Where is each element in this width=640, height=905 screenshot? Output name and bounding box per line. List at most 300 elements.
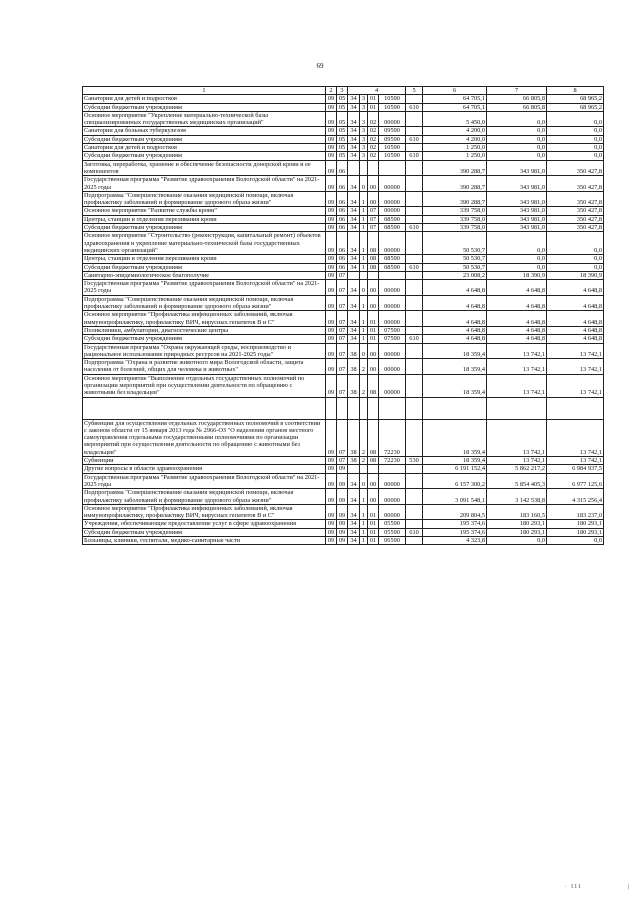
row-name-cell: Учреждения, обеспечивающие предоставление услуг в сфере здравоохранения	[83, 520, 326, 528]
row-name-cell: Субсидии бюджетным учреждениям	[83, 135, 326, 143]
amount-col8-cell: 0,0	[547, 127, 604, 135]
amount-col6-cell: 209 804,5	[423, 504, 487, 520]
table-row	[83, 232, 604, 255]
amount-col6-cell: 18 359,4	[423, 457, 487, 465]
amount-col6-cell: 390 288,7	[423, 191, 487, 207]
amount-col8-cell: 13 742,1	[547, 419, 604, 456]
row-name-cell: Субсидии бюджетным учреждениям	[83, 263, 326, 271]
subsection-code-cell: 05	[337, 127, 348, 135]
activity-code-cell: 01	[368, 520, 379, 528]
activity-code-cell: 01	[368, 504, 379, 520]
section-code-cell: 09	[326, 457, 337, 465]
subprogram-code-cell: 1	[360, 504, 368, 520]
activity-code-cell	[368, 160, 379, 176]
subprogram-code-cell: 2	[360, 457, 368, 465]
section-code-cell: 09	[326, 144, 337, 152]
subsection-code-cell: 05	[337, 135, 348, 143]
amount-col8-cell: 350 427,8	[547, 176, 604, 192]
program-code-cell: 34	[348, 127, 360, 135]
column-header: 4	[348, 87, 406, 95]
subprogram-code-cell: 1	[360, 224, 368, 232]
direction-code-cell: 10590	[379, 103, 406, 111]
amount-col8-cell: 350 427,8	[547, 224, 604, 232]
direction-code-cell: 00000	[379, 473, 406, 489]
table-row	[83, 311, 604, 327]
section-code-cell: 09	[326, 465, 337, 473]
subprogram-code-cell: 2	[360, 419, 368, 456]
activity-code-cell: 08	[368, 255, 379, 263]
amount-col6-cell: 4 648,8	[423, 280, 487, 296]
amount-col7-cell: 0,0	[487, 135, 547, 143]
expense-type-cell	[406, 280, 423, 296]
section-code-cell: 09	[326, 152, 337, 160]
section-code-cell: 09	[326, 537, 337, 545]
section-code-cell: 09	[326, 95, 337, 103]
section-code-cell: 09	[326, 160, 337, 176]
direction-code-cell: 72230	[379, 419, 406, 456]
amount-col7-cell: 0,0	[487, 111, 547, 127]
table-row	[83, 95, 604, 103]
subsection-code-cell: 07	[337, 311, 348, 327]
amount-col8-cell: 350 427,8	[547, 207, 604, 215]
subprogram-code-cell: 3	[360, 111, 368, 127]
amount-col8-cell: 183 237,0	[547, 504, 604, 520]
row-name-cell: Основное мероприятие "Строительство (реконструкция, капитальный ремонт) объектов здравоохранения и укрепление материально-технической базы государственных медицинских организаций"	[83, 232, 326, 255]
subprogram-code-cell: 1	[360, 295, 368, 311]
subsection-code-cell: 07	[337, 295, 348, 311]
amount-col8-cell: 0,0	[547, 255, 604, 263]
amount-col8-cell: 4 648,8	[547, 311, 604, 327]
subsection-code-cell: 06	[337, 207, 348, 215]
activity-code-cell: 00	[368, 191, 379, 207]
activity-code-cell: 08	[368, 374, 379, 397]
section-code-cell: 09	[326, 263, 337, 271]
amount-col8-cell: 180 293,1	[547, 520, 604, 528]
section-code-cell: 09	[326, 207, 337, 215]
amount-col6-cell: 4 648,8	[423, 311, 487, 327]
row-name-cell: Субсидии бюджетным учреждениям	[83, 224, 326, 232]
section-code-cell: 09	[326, 359, 337, 375]
table-row	[83, 528, 604, 536]
program-code-cell: 34	[348, 520, 360, 528]
expense-type-cell: 610	[406, 263, 423, 271]
row-name-cell: Основное мероприятие "Профилактика инфекционных заболеваний, включая иммунопрофилактику, профилактику ВИЧ, вирусных гепатитов В и С"	[83, 504, 326, 520]
direction-code-cell: 05590	[379, 520, 406, 528]
table-row	[83, 335, 604, 343]
amount-col6-cell: 3 091 548,1	[423, 489, 487, 505]
spacer-cell	[326, 397, 337, 419]
section-code-cell: 09	[326, 311, 337, 327]
amount-col8-cell: 0,0	[547, 263, 604, 271]
subsection-code-cell: 07	[337, 280, 348, 296]
subsection-code-cell: 05	[337, 95, 348, 103]
spacer-cell	[547, 397, 604, 419]
subprogram-code-cell: 3	[360, 152, 368, 160]
table-row	[83, 152, 604, 160]
activity-code-cell: 02	[368, 152, 379, 160]
amount-col7-cell: 180 293,1	[487, 520, 547, 528]
amount-col7-cell: 0,0	[487, 152, 547, 160]
row-name-cell: Поликлиники, амбулатории, диагностические центры	[83, 326, 326, 334]
corner-mark: |	[628, 884, 630, 890]
table-row	[83, 135, 604, 143]
expense-type-cell	[406, 489, 423, 505]
expense-type-cell: 610	[406, 528, 423, 536]
section-code-cell: 09	[326, 271, 337, 279]
activity-code-cell: 08	[368, 263, 379, 271]
amount-col7-cell: 183 160,5	[487, 504, 547, 520]
program-code-cell: 34	[348, 95, 360, 103]
amount-col8-cell: 4 648,8	[547, 326, 604, 334]
activity-code-cell: 02	[368, 127, 379, 135]
direction-code-cell: 00000	[379, 504, 406, 520]
section-code-cell: 09	[326, 343, 337, 359]
subsection-code-cell: 09	[337, 489, 348, 505]
direction-code-cell: 08590	[379, 224, 406, 232]
amount-col7-cell: 4 648,8	[487, 295, 547, 311]
subprogram-code-cell: 2	[360, 374, 368, 397]
subprogram-code-cell: 1	[360, 537, 368, 545]
subprogram-code-cell: 1	[360, 207, 368, 215]
amount-col7-cell: 5 862 217,2	[487, 465, 547, 473]
table-row	[83, 343, 604, 359]
subsection-code-cell: 06	[337, 160, 348, 176]
direction-code-cell: 00000	[379, 374, 406, 397]
expense-type-cell	[406, 504, 423, 520]
section-code-cell: 09	[326, 103, 337, 111]
subsection-code-cell: 07	[337, 271, 348, 279]
direction-code-cell: 00000	[379, 111, 406, 127]
amount-col8-cell: 180 293,1	[547, 528, 604, 536]
direction-code-cell: 00000	[379, 207, 406, 215]
expense-type-cell	[406, 127, 423, 135]
row-name-cell: Субсидии бюджетным учреждениям	[83, 103, 326, 111]
section-code-cell: 09	[326, 473, 337, 489]
row-name-cell: Заготовка, переработка, хранение и обеспечение безопасности донорской крови и ее компонентов	[83, 160, 326, 176]
table-row	[83, 191, 604, 207]
direction-code-cell: 07590	[379, 335, 406, 343]
section-code-cell: 09	[326, 224, 337, 232]
expense-type-cell: 530	[406, 457, 423, 465]
amount-col7-cell: 4 648,8	[487, 335, 547, 343]
program-code-cell: 34	[348, 232, 360, 255]
table-row	[83, 537, 604, 545]
spacer-cell	[423, 397, 487, 419]
table-row	[83, 215, 604, 223]
section-code-cell: 09	[326, 374, 337, 397]
table-row	[83, 295, 604, 311]
subsection-code-cell: 06	[337, 176, 348, 192]
table-row	[83, 457, 604, 465]
footer-mark: · 111	[565, 884, 583, 890]
table-body	[83, 95, 604, 545]
amount-col8-cell: 0,0	[547, 537, 604, 545]
subsection-code-cell: 07	[337, 326, 348, 334]
section-code-cell: 09	[326, 504, 337, 520]
subsection-code-cell: 07	[337, 457, 348, 465]
table-row	[83, 271, 604, 279]
section-code-cell: 09	[326, 232, 337, 255]
expense-type-cell	[406, 215, 423, 223]
expense-type-cell	[406, 419, 423, 456]
program-code-cell: 34	[348, 280, 360, 296]
amount-col7-cell: 13 742,1	[487, 359, 547, 375]
activity-code-cell	[368, 465, 379, 473]
activity-code-cell: 02	[368, 135, 379, 143]
subprogram-code-cell: 0	[360, 176, 368, 192]
row-name-cell: Субвенции для осуществления отдельных государственных полномочий в соответствии с законом области от 15 января 2013 года № 2966-ОЗ "О наделении органов местного самоуправления отдельными государственными полномочиями по организации мероприятий при осуществлении деятельности по обращению с животными без владельцев"	[83, 419, 326, 456]
table-row	[83, 103, 604, 111]
amount-col6-cell: 64 705,1	[423, 95, 487, 103]
program-code-cell: 34	[348, 111, 360, 127]
activity-code-cell: 00	[368, 359, 379, 375]
amount-col7-cell: 4 648,8	[487, 311, 547, 327]
amount-col7-cell: 3 142 538,8	[487, 489, 547, 505]
program-code-cell: 34	[348, 335, 360, 343]
activity-code-cell: 00	[368, 295, 379, 311]
subprogram-code-cell: 1	[360, 311, 368, 327]
expense-type-cell	[406, 326, 423, 334]
expense-type-cell	[406, 311, 423, 327]
amount-col6-cell: 64 705,1	[423, 103, 487, 111]
table-row	[83, 280, 604, 296]
amount-col7-cell: 18 390,9	[487, 271, 547, 279]
amount-col7-cell: 5 854 405,3	[487, 473, 547, 489]
subsection-code-cell: 05	[337, 144, 348, 152]
subprogram-code-cell: 3	[360, 103, 368, 111]
subsection-code-cell: 09	[337, 537, 348, 545]
amount-col8-cell: 0,0	[547, 111, 604, 127]
direction-code-cell: 09590	[379, 135, 406, 143]
subprogram-code-cell: 1	[360, 232, 368, 255]
table-row	[83, 374, 604, 397]
table-row	[83, 127, 604, 135]
row-name-cell: Основное мероприятие "Профилактика инфекционных заболеваний, включая иммунопрофилактику, профилактику ВИЧ, вирусных гепатитов В и С"	[83, 311, 326, 327]
row-name-cell: Центры, станции и отделения переливания крови	[83, 215, 326, 223]
activity-code-cell	[368, 271, 379, 279]
expense-type-cell	[406, 255, 423, 263]
program-code-cell: 34	[348, 215, 360, 223]
budget-table	[82, 86, 604, 545]
expense-type-cell	[406, 465, 423, 473]
direction-code-cell: 08590	[379, 255, 406, 263]
section-code-cell: 09	[326, 326, 337, 334]
program-code-cell: 34	[348, 504, 360, 520]
row-name-cell: Подпрограмма "Совершенствование оказания медицинской помощи, включая профилактику заболеваний и формирование здорового образа жизни"	[83, 191, 326, 207]
activity-code-cell: 01	[368, 528, 379, 536]
row-name-cell: Основное мероприятие "Выполнение отдельных государственных полномочий по организации мероприятий при осуществлении деятельности по обращению с животными без владельцев"	[83, 374, 326, 397]
amount-col6-cell: 4 200,0	[423, 135, 487, 143]
program-code-cell: 34	[348, 152, 360, 160]
section-code-cell: 09	[326, 489, 337, 505]
amount-col6-cell: 4 323,8	[423, 537, 487, 545]
subsection-code-cell: 09	[337, 520, 348, 528]
direction-code-cell: 00000	[379, 311, 406, 327]
subsection-code-cell: 07	[337, 419, 348, 456]
table-row	[83, 224, 604, 232]
subprogram-code-cell: 3	[360, 144, 368, 152]
subsection-code-cell: 05	[337, 111, 348, 127]
activity-code-cell: 00	[368, 343, 379, 359]
amount-col7-cell: 0,0	[487, 263, 547, 271]
subprogram-code-cell: 1	[360, 255, 368, 263]
direction-code-cell: 00000	[379, 176, 406, 192]
subsection-code-cell: 09	[337, 504, 348, 520]
row-name-cell: Основное мероприятие "Укрепление материально-технической базы специализированных государственных медицинских организаций"	[83, 111, 326, 127]
subsection-code-cell: 07	[337, 359, 348, 375]
table-row	[83, 111, 604, 127]
activity-code-cell: 07	[368, 215, 379, 223]
amount-col6-cell: 4 648,8	[423, 295, 487, 311]
activity-code-cell: 02	[368, 144, 379, 152]
table-row	[83, 207, 604, 215]
row-name-cell: Субвенции	[83, 457, 326, 465]
expense-type-cell: 610	[406, 224, 423, 232]
program-code-cell: 34	[348, 144, 360, 152]
expense-type-cell: 610	[406, 103, 423, 111]
amount-col7-cell: 343 981,0	[487, 207, 547, 215]
amount-col7-cell: 343 981,0	[487, 176, 547, 192]
activity-code-cell: 00	[368, 176, 379, 192]
amount-col6-cell: 4 200,0	[423, 127, 487, 135]
amount-col6-cell: 1 250,0	[423, 152, 487, 160]
program-code-cell: 34	[348, 255, 360, 263]
subsection-code-cell: 06	[337, 191, 348, 207]
table-row	[83, 465, 604, 473]
amount-col7-cell: 4 648,8	[487, 326, 547, 334]
expense-type-cell: 610	[406, 335, 423, 343]
subsection-code-cell: 07	[337, 374, 348, 397]
subprogram-code-cell: 2	[360, 359, 368, 375]
spacer-cell	[487, 397, 547, 419]
activity-code-cell: 01	[368, 335, 379, 343]
amount-col7-cell: 13 742,1	[487, 374, 547, 397]
subprogram-code-cell: 3	[360, 95, 368, 103]
spacer-cell	[406, 397, 423, 419]
row-name-cell: Субсидии бюджетным учреждениям	[83, 528, 326, 536]
direction-code-cell: 10590	[379, 144, 406, 152]
table-row	[83, 473, 604, 489]
program-code-cell: 34	[348, 473, 360, 489]
amount-col7-cell: 343 981,0	[487, 224, 547, 232]
amount-col7-cell: 13 742,1	[487, 419, 547, 456]
expense-type-cell	[406, 537, 423, 545]
column-header: 3	[337, 87, 348, 95]
direction-code-cell: 07590	[379, 326, 406, 334]
amount-col7-cell: 13 742,1	[487, 343, 547, 359]
program-code-cell: 34	[348, 224, 360, 232]
row-name-cell: Государственная программа "Охрана окружающей среды, воспроизводство и рациональное использование природных ресурсов на 2021-2025 годы"	[83, 343, 326, 359]
row-name-cell: Санатории для больных туберкулезом	[83, 127, 326, 135]
table-row	[83, 419, 604, 456]
amount-col8-cell: 4 648,8	[547, 295, 604, 311]
section-code-cell: 09	[326, 295, 337, 311]
expense-type-cell	[406, 271, 423, 279]
expense-type-cell	[406, 473, 423, 489]
amount-col7-cell: 0,0	[487, 144, 547, 152]
program-code-cell: 34	[348, 311, 360, 327]
amount-col6-cell: 390 288,7	[423, 176, 487, 192]
program-code-cell: 38	[348, 374, 360, 397]
table-row	[83, 504, 604, 520]
expense-type-cell	[406, 232, 423, 255]
expense-type-cell: 610	[406, 152, 423, 160]
program-code-cell	[348, 160, 360, 176]
subsection-code-cell: 07	[337, 335, 348, 343]
program-code-cell: 34	[348, 207, 360, 215]
direction-code-cell: 00000	[379, 280, 406, 296]
subsection-code-cell: 06	[337, 232, 348, 255]
activity-code-cell: 08	[368, 419, 379, 456]
direction-code-cell: 05590	[379, 528, 406, 536]
spacer-cell	[348, 397, 360, 419]
subprogram-code-cell	[360, 160, 368, 176]
direction-code-cell: 72230	[379, 457, 406, 465]
expense-type-cell	[406, 191, 423, 207]
table-row	[83, 263, 604, 271]
subprogram-code-cell: 1	[360, 335, 368, 343]
subprogram-code-cell: 1	[360, 191, 368, 207]
column-header-row	[83, 87, 604, 95]
amount-col6-cell: 390 288,7	[423, 160, 487, 176]
table-row	[83, 489, 604, 505]
amount-col6-cell: 18 359,4	[423, 374, 487, 397]
spacer-cell	[379, 397, 406, 419]
subsection-code-cell: 06	[337, 215, 348, 223]
section-code-cell: 09	[326, 127, 337, 135]
direction-code-cell: 00000	[379, 343, 406, 359]
spacer-cell	[83, 397, 326, 419]
section-code-cell: 09	[326, 520, 337, 528]
direction-code-cell: 09590	[379, 127, 406, 135]
row-name-cell: Санитарно-эпидемиологическое благополучие	[83, 271, 326, 279]
spacer-cell	[360, 397, 368, 419]
activity-code-cell: 07	[368, 224, 379, 232]
amount-col7-cell: 343 981,0	[487, 160, 547, 176]
program-code-cell: 34	[348, 295, 360, 311]
row-name-cell: Государственная программа "Развитие здравоохранения Вологодской области" на 2021-2025 годы	[83, 473, 326, 489]
program-code-cell: 34	[348, 176, 360, 192]
program-code-cell: 38	[348, 359, 360, 375]
amount-col6-cell: 50 530,7	[423, 255, 487, 263]
expense-type-cell	[406, 176, 423, 192]
table-row	[83, 160, 604, 176]
subsection-code-cell: 06	[337, 263, 348, 271]
activity-code-cell: 07	[368, 207, 379, 215]
direction-code-cell: 00000	[379, 359, 406, 375]
program-code-cell: 34	[348, 537, 360, 545]
section-code-cell: 09	[326, 215, 337, 223]
row-name-cell: Подпрограмма "Совершенствование оказания медицинской помощи, включая профилактику заболеваний и формирование здорового образа жизни"	[83, 489, 326, 505]
amount-col7-cell: 66 805,8	[487, 95, 547, 103]
subprogram-code-cell: 1	[360, 520, 368, 528]
amount-col6-cell: 4 648,8	[423, 326, 487, 334]
activity-code-cell: 01	[368, 95, 379, 103]
table-row	[83, 176, 604, 192]
amount-col8-cell: 6 977 125,6	[547, 473, 604, 489]
expense-type-cell	[406, 207, 423, 215]
row-name-cell: Санатории для детей и подростков	[83, 144, 326, 152]
amount-col6-cell: 4 648,8	[423, 335, 487, 343]
amount-col7-cell: 180 293,1	[487, 528, 547, 536]
section-code-cell: 09	[326, 280, 337, 296]
row-name-cell: Государственная программа "Развитие здравоохранения Вологодской области" на 2021-2025 годы	[83, 280, 326, 296]
page-number: 69	[316, 62, 324, 70]
program-code-cell: 34	[348, 263, 360, 271]
subprogram-code-cell: 0	[360, 343, 368, 359]
expense-type-cell	[406, 343, 423, 359]
activity-code-cell: 01	[368, 103, 379, 111]
